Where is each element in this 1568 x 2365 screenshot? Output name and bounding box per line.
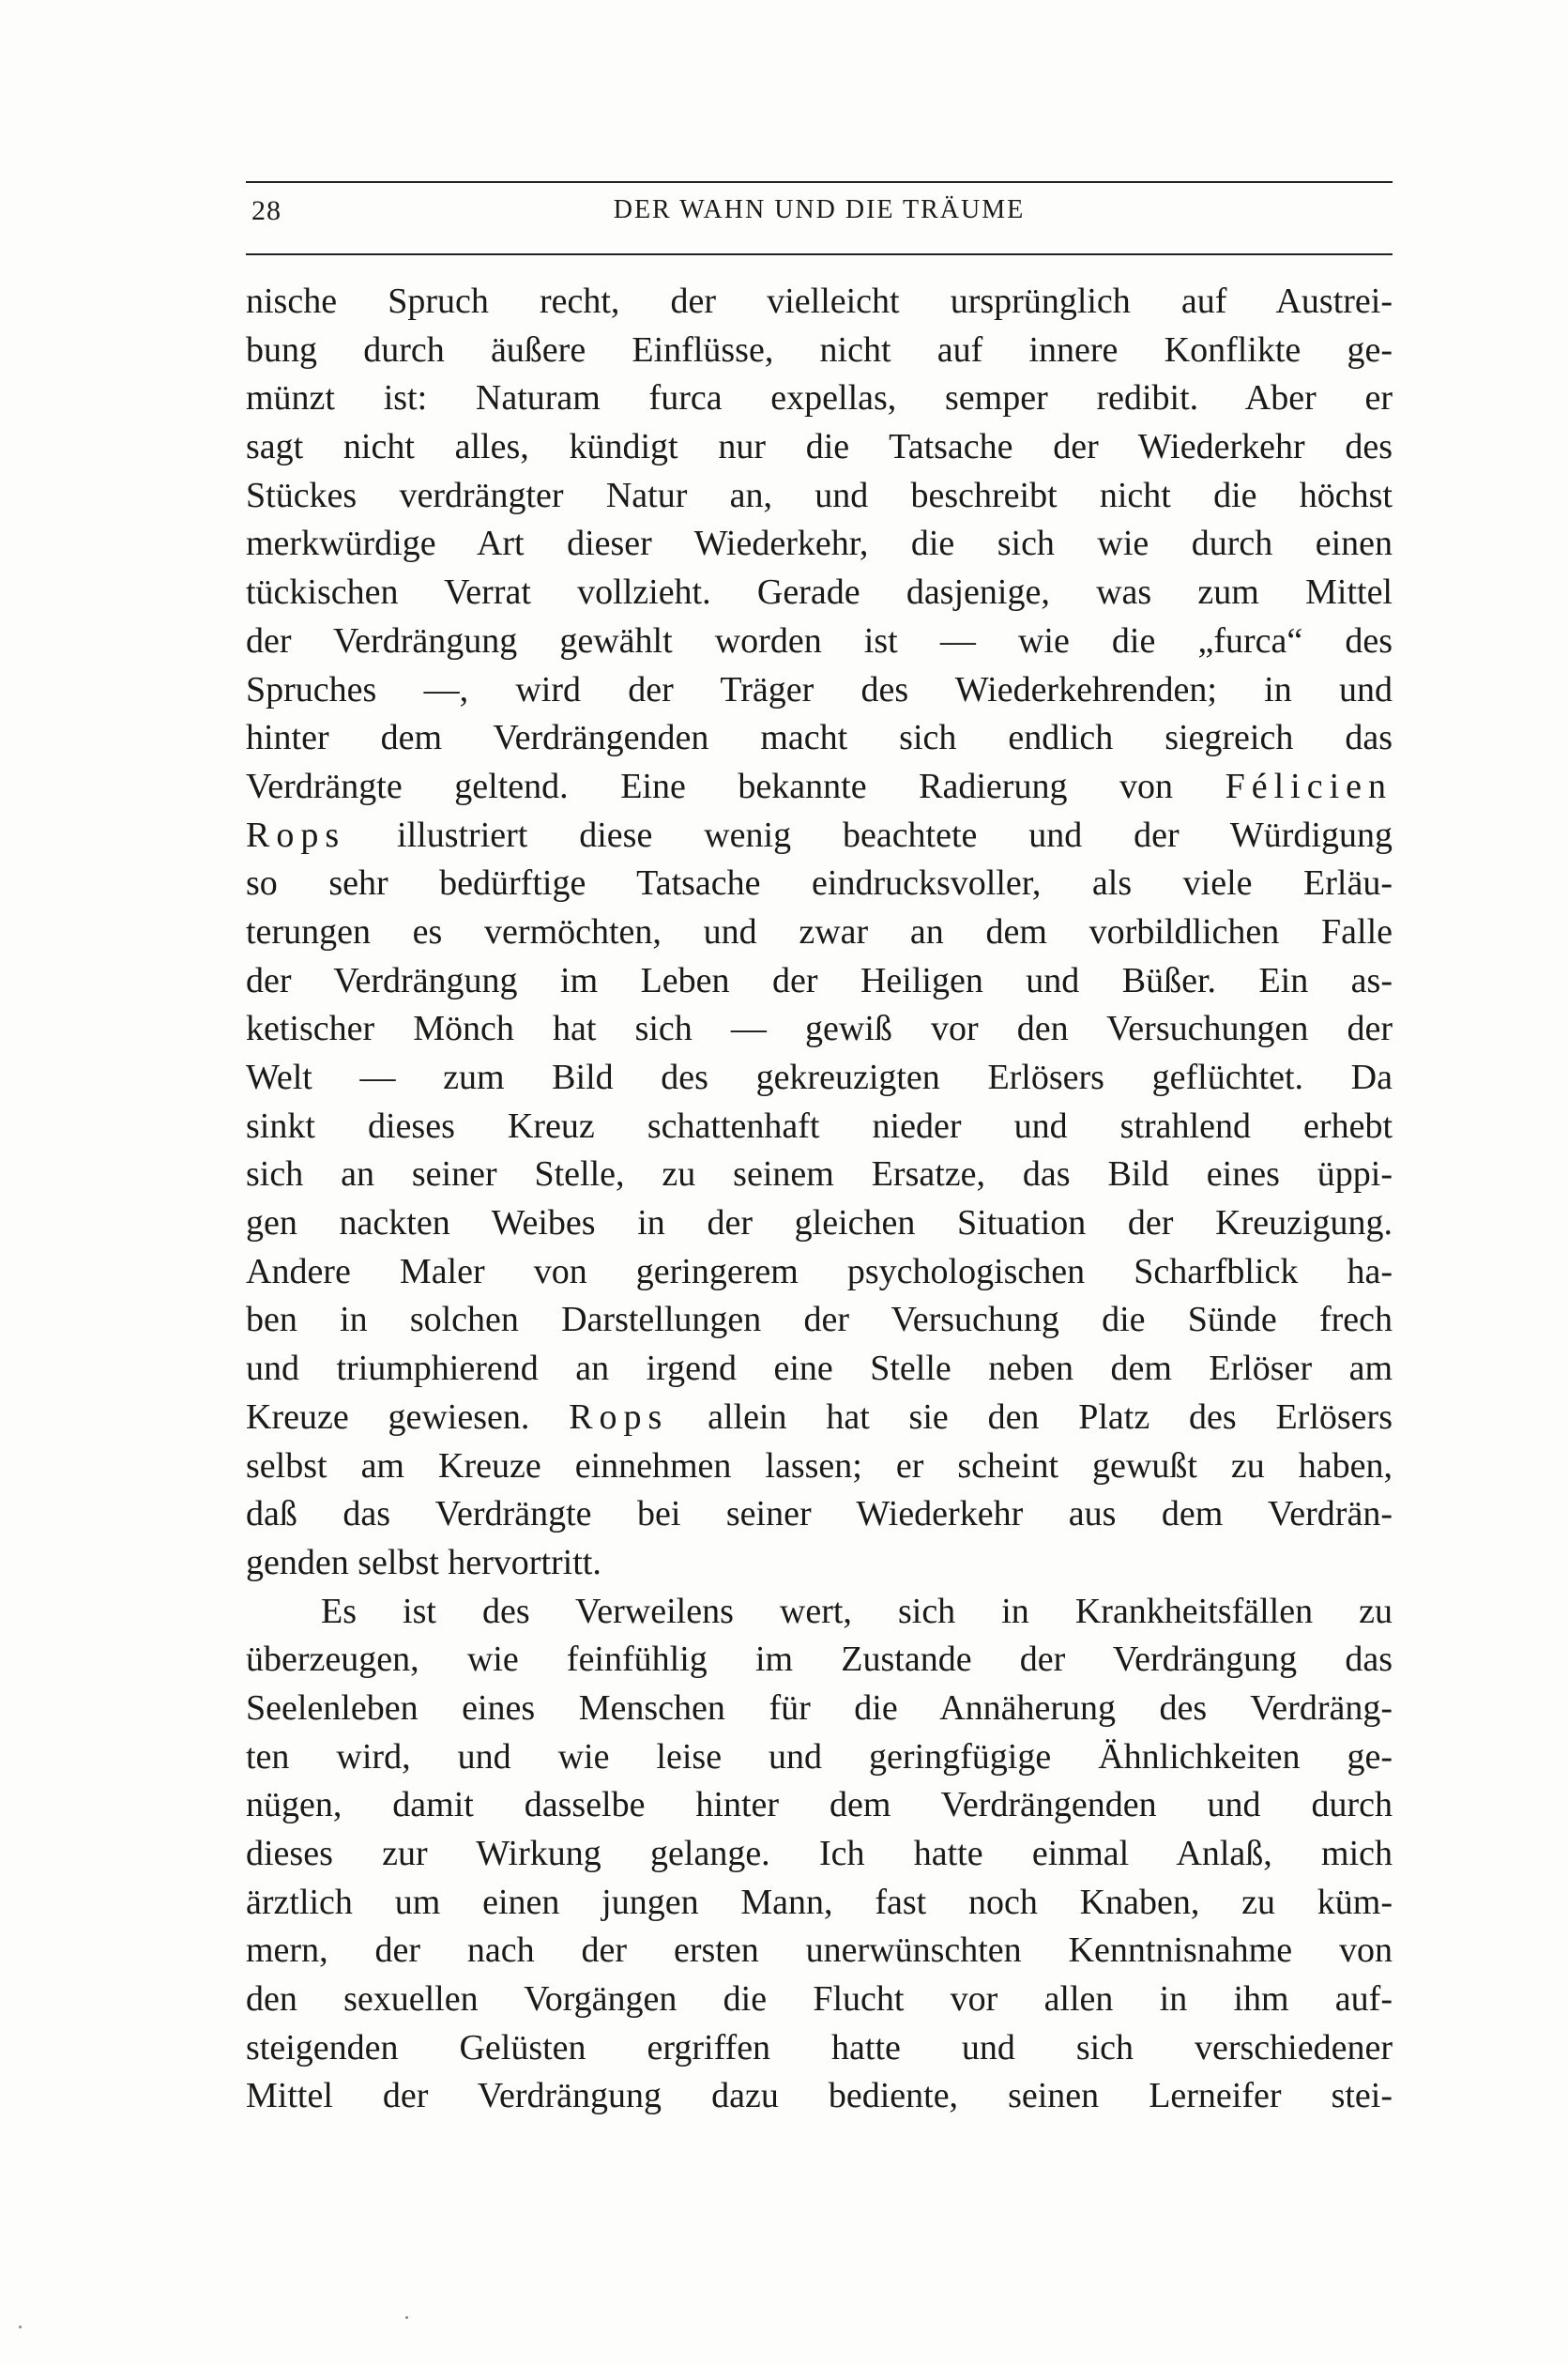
header-top-rule	[246, 181, 1393, 183]
text-line: sagt nicht alles, kündigt nur die Tatsache der Wiederkehr des	[246, 427, 1393, 467]
text-line: nische Spruch recht, der vielleicht ursprünglich auf Austrei-	[246, 282, 1393, 321]
text-line: Es ist des Verweilens wert, sich in Krankheitsfällen zu	[321, 1591, 1393, 1631]
text-line: ketischer Mönch hat sich — gewiß vor den Versuchungen der	[246, 1009, 1393, 1049]
text-line: tückischen Verrat vollzieht. Gerade dasjenige, was zum Mittel	[246, 572, 1393, 613]
text-line: daß das Verdrängte bei seiner Wiederkehr aus dem Verdrän-	[246, 1494, 1393, 1534]
text-line: nügen, damit dasselbe hinter dem Verdrängenden und durch	[246, 1785, 1393, 1825]
text-line: bung durch äußere Einflüsse, nicht auf innere Konflikte ge-	[246, 329, 1393, 370]
text-line: hinter dem Verdrängenden macht sich endlich siegreich das	[246, 718, 1393, 758]
text-line: der Verdrängung im Leben der Heiligen und Büßer. Ein as-	[246, 960, 1393, 1000]
text-line: Kreuze gewiesen. Rops allein hat sie den Platz des Erlösers	[246, 1396, 1393, 1437]
text-line: Spruches —, wird der Träger des Wiederkehrenden; in und	[246, 669, 1393, 710]
spaced-name: Rops	[246, 815, 346, 855]
paper-speck	[405, 2316, 408, 2319]
text-line: merkwürdige Art dieser Wiederkehr, die sich wie durch einen	[246, 524, 1393, 564]
text-line: ten wird, und wie leise und geringfügige Ähnlichkeiten ge-	[246, 1736, 1393, 1777]
body-text	[246, 278, 1393, 2121]
text-line: sich an seiner Stelle, zu seinem Ersatze, das Bild eines üppi-	[246, 1154, 1393, 1195]
text-line: terungen es vermöchten, und zwar an dem vorbildlichen Falle	[246, 911, 1393, 952]
text-line: sinkt dieses Kreuz schattenhaft nieder und strahlend erhebt	[246, 1106, 1393, 1146]
page-number: 28	[251, 195, 282, 226]
text-line: selbst am Kreuze einnehmen lassen; er scheint gewußt zu haben,	[246, 1445, 1393, 1486]
text-line: der Verdrängung gewählt worden ist — wie die „furca“ des	[246, 620, 1393, 661]
spaced-name: Rops	[569, 1396, 669, 1437]
header-bottom-rule	[246, 253, 1393, 255]
text-line: überzeugen, wie feinfühlig im Zustande der Verdrängung das	[246, 1640, 1393, 1680]
text-line: gen nackten Weibes in der gleichen Situation der Kreuzigung.	[246, 1203, 1393, 1244]
text-line: münzt ist: Naturam furca expellas, semper redibit. Aber er	[246, 378, 1393, 419]
text-line: Seelenleben eines Menschen für die Annäherung des Verdräng-	[246, 1687, 1393, 1728]
text-line: Verdrängte geltend. Eine bekannte Radierung von Félicien	[246, 766, 1393, 806]
paragraph-2	[246, 1588, 1393, 2122]
paper-speck	[19, 2326, 22, 2328]
text-line: dieses zur Wirkung gelange. Ich hatte einmal Anlaß, mich	[246, 1834, 1393, 1873]
paragraph-1	[246, 278, 1393, 1588]
text-line: steigenden Gelüsten ergriffen hatte und sich verschiedener	[246, 2027, 1393, 2067]
text-line: genden selbst hervortritt.	[246, 1542, 601, 1582]
text-line: Mittel der Verdrängung dazu bediente, seinen Lerneifer stei-	[246, 2076, 1393, 2116]
text-line: Rops illustriert diese wenig beachtete und der Würdigung	[246, 815, 1393, 855]
text-line: mern, der nach der ersten unerwünschten Kenntnisnahme von	[246, 1930, 1393, 1971]
text-line: Stückes verdrängter Natur an, und beschreibt nicht die höchst	[246, 475, 1393, 515]
text-line: und triumphierend an irgend eine Stelle neben dem Erlöser am	[246, 1349, 1393, 1389]
spaced-name: Félicien	[1225, 766, 1393, 806]
text-line: Welt — zum Bild des gekreuzigten Erlösers geflüchtet. Da	[246, 1058, 1393, 1097]
text-line: Andere Maler von geringerem psychologischen Scharfblick ha-	[246, 1251, 1393, 1291]
text-line: ärztlich um einen jungen Mann, fast noch Knaben, zu küm-	[246, 1882, 1393, 1922]
text-line: so sehr bedürftige Tatsache eindrucksvoller, als viele Erläu-	[246, 863, 1393, 904]
running-title: DER WAHN UND DIE TRÄUME	[613, 195, 1026, 224]
text-line: den sexuellen Vorgängen die Flucht vor allen in ihm auf-	[246, 1979, 1393, 2020]
running-header	[246, 195, 1393, 242]
text-line: ben in solchen Darstellungen der Versuchung die Sünde frech	[246, 1300, 1393, 1340]
